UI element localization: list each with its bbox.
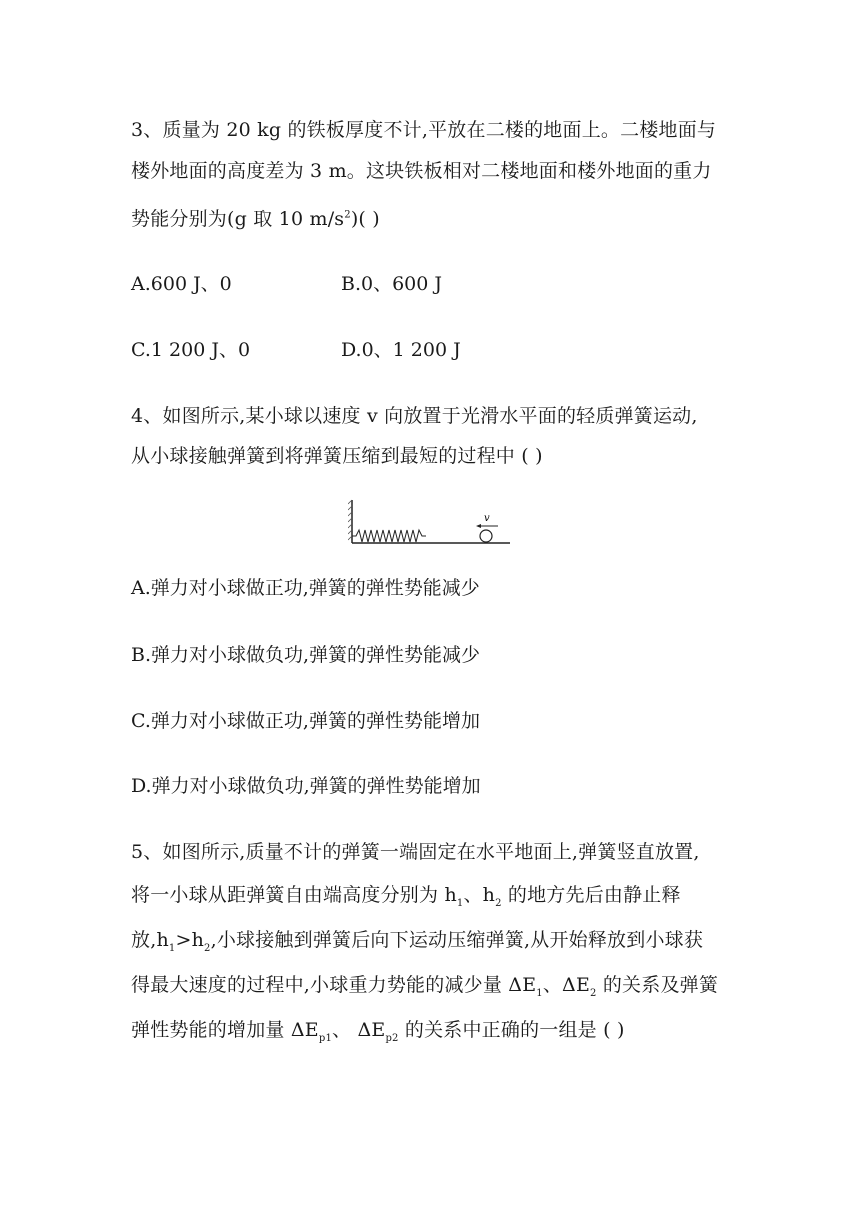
q4-option-a: A.弹力对小球做正功,弹簧的弹性势能减少 (131, 577, 480, 599)
q3-line-3-paren: )( ) (350, 208, 380, 230)
q5-line-5: 弹性势能的增加量 $\Delta E_{p1}$、 $\Delta E_{p2}$ 的关系中正确的一组是 ( ) (131, 1019, 625, 1044)
q3-option-c: C.1 200 J、0 (131, 339, 251, 361)
velocity-label: v (484, 513, 490, 524)
q3-line-2: 楼外地面的高度差为 3 m。这块铁板相对二楼地面和楼外地面的重力 (131, 160, 712, 182)
q5-line-3: 放$,h_1>h_2$,小球接触到弹簧后向下运动压缩弹簧,从开始释放到小球获 (131, 929, 704, 954)
q5-line-2: 将一小球从距弹簧自由端高度分别为 $h_1$、$h_2$ 的地方先后由静止释 (131, 884, 681, 909)
arrow-left-icon (476, 524, 481, 528)
q3-line-3-text: 势能分别为(g 取 10 m/s (131, 208, 345, 230)
q4-option-c: C.弹力对小球做正功,弹簧的弹性势能增加 (131, 710, 480, 732)
q3-line-3 (131, 207, 380, 231)
q4-option-d: D.弹力对小球做负功,弹簧的弹性势能增加 (131, 775, 481, 797)
q3-option-a: A.600 J、0 (131, 273, 232, 295)
spring-ball-figure (348, 498, 512, 546)
q4-line-1: 4、如图所示,某小球以速度 v 向放置于光滑水平面的轻质弹簧运动, (131, 405, 698, 427)
q5-line-4: 得最大速度的过程中,小球重力势能的减少量 $\Delta E_1$、$\Delta E_2$ 的关系及弹簧 (131, 974, 719, 999)
q3-option-b: B.0、600 J (341, 273, 443, 295)
q4-option-b: B.弹力对小球做负功,弹簧的弹性势能减少 (131, 644, 481, 666)
q3-superscript: 2 (344, 209, 351, 221)
q3-line-1: 3、质量为 20 kg 的铁板厚度不计,平放在二楼的地面上。二楼地面与 (131, 119, 717, 141)
spring-icon (352, 530, 426, 542)
q3-option-d: D.0、1 200 J (341, 339, 461, 361)
q4-line-2: 从小球接触弹簧到将弹簧压缩到最短的过程中 ( ) (131, 445, 543, 467)
ball-icon (480, 530, 492, 542)
q5-line-1: 5、如图所示,质量不计的弹簧一端固定在水平地面上,弹簧竖直放置, (131, 841, 700, 863)
